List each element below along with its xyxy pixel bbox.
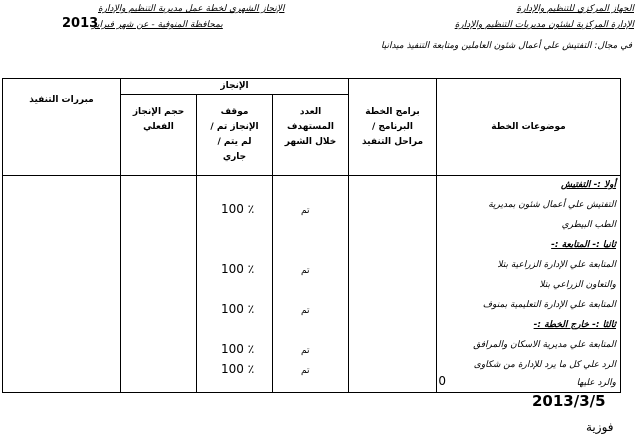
period-text: بمحافظة المنوفية - عن شهر فبراير [92,20,223,30]
header-dept-line: الإدارة المركزية لشئون مديريات التنظيم والإدارة [454,20,634,30]
done-value: تم [301,266,310,276]
percent-value: 100 ٪ [221,362,255,376]
col-reasons [3,79,121,176]
done-value: تم [301,206,310,216]
col-achievement-label: الإنجاز [220,81,249,91]
section-heading: أولا :- التفتيش [561,180,617,190]
reasons-cell [3,176,121,393]
header-report-period [92,20,223,30]
topic-line: المتابعة علي مديرية الاسكان والمرافق [473,340,617,350]
col-target-label: العدد المستهدف خلال الشهر [284,107,337,147]
col-topics-label: موضوعات الخطة [491,121,566,132]
col-programs [349,79,437,176]
signature: فوزية [586,420,614,434]
table-header-row [3,79,621,95]
volume-cell [121,176,197,393]
target-cell [273,176,349,393]
col-target [273,95,349,176]
col-reasons-label: مبررات التنفيذ [29,95,94,105]
topic-line: الرد علي كل ما يرد للإدارة من شكاوى [473,360,617,370]
header-org-line: الجهاز المركزي للتنظيم والإدارة [516,4,634,14]
topic-line: التفتيش علي أعمال شئون بمديرية [488,200,617,210]
plan-table [2,78,621,393]
status-cell [197,176,273,393]
status-values [197,176,272,392]
header-year: 2013 [62,16,99,31]
topic-line: المتابعة علي الإدارة الزراعية بتلا [497,260,617,270]
done-value: تم [301,366,310,376]
col-status [197,95,273,176]
topics-cell [437,176,621,393]
table-body-row [3,176,621,393]
col-topics [437,79,621,176]
percent-value: 100 ٪ [221,302,255,316]
topic-line: المتابعة علي الإدارة التعليمية بمنوف [482,300,617,310]
programs-cell [349,176,437,393]
col-programs-label: برامج الخطة البرنامج / مراحل التنفيذ [361,106,424,147]
done-value: تم [301,306,310,316]
col-volume-label: حجم الإنجاز الفعلي [132,107,185,132]
section-heading: ثانيا :- المتابعة :- [551,240,617,250]
col-status-label: موقف الإنجاز تم / لم يتم / جاري [210,107,259,162]
target-values [273,176,348,392]
topics-list [437,176,620,392]
stray-mark: 0 [438,374,447,388]
topic-line: الطب البيطري [561,220,617,230]
percent-value: 100 ٪ [221,262,255,276]
done-value: تم [301,346,310,356]
footer-date: 2013/3/5 [532,392,606,410]
percent-value: 100 ٪ [221,202,255,216]
header-report-title: الإنجاز الشهري لخطة عمل مديرية التنظيم والإدارة [98,4,285,14]
topic-line: والرد عليها [576,378,617,388]
header-field-line: في مجال: التفتيش علي أعمال شئون العاملين ومتابعة التنفيذ ميدانيا [380,41,632,51]
topic-line: والتعاون الزراعي بتلا [539,280,617,290]
section-heading: ثالثا :- خارج الخطة :- [533,320,617,330]
col-achievement-group [121,79,349,95]
percent-value: 100 ٪ [221,342,255,356]
col-volume [121,95,197,176]
